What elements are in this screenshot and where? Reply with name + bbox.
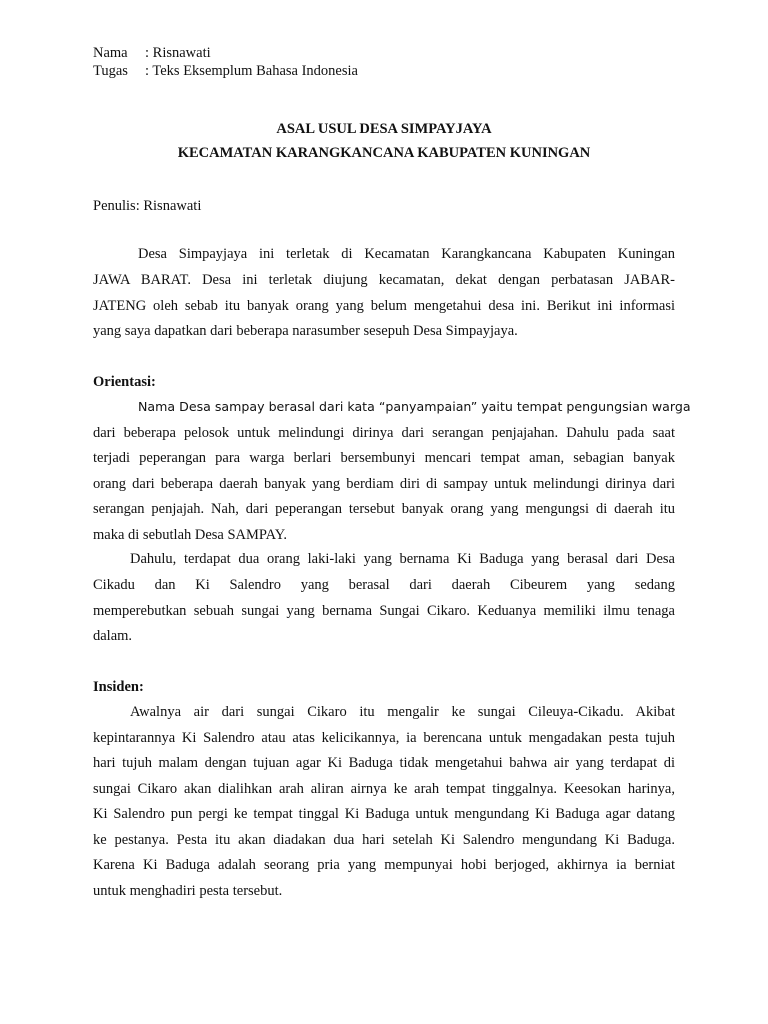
- section-heading-orientasi: Orientasi:: [93, 374, 156, 390]
- orientasi-line: Dahulu, terdapat dua orang laki-laki yang bernama Ki Baduga yang berasal dari Desa: [130, 551, 675, 567]
- name-label: Nama: [93, 45, 128, 61]
- insiden-line: ke pestanya. Pesta itu akan diadakan dua hari setelah Ki Salendro mengundang Ki Baduga.: [93, 832, 675, 848]
- name-value: : Risnawati: [145, 45, 211, 61]
- orientasi-line: Nama Desa sampay berasal dari kata “panyampaian” yaitu tempat pengungsian warga: [138, 399, 691, 414]
- document-subtitle: KECAMATAN KARANGKANCANA KABUPATEN KUNINGAN: [177, 145, 591, 161]
- insiden-line: sungai Cikaro akan dialihkan arah aliran airnya ke arah tempat tinggalnya. Keesokan harinya,: [93, 781, 675, 797]
- intro-line: yang saya dapatkan dari beberapa narasumber sesepuh Desa Simpayjaya.: [93, 323, 518, 339]
- intro-line: JATENG oleh sebab itu banyak orang yang belum mengetahui desa ini. Berikut ini informasi: [93, 298, 675, 314]
- insiden-line: hari tujuh malam dengan tujuan agar Ki Baduga tidak mengetahui bahwa air yang terdapat di: [93, 755, 675, 771]
- orientasi-line: orang dari beberapa daerah banyak yang berdiam diri di sampay untuk melindungi dirinya dari: [93, 476, 675, 492]
- orientasi-line: terjadi peperangan para warga berlari bersembunyi mencari tempat aman, sebagian banyak: [93, 450, 675, 466]
- author-line: Penulis: Risnawati: [93, 198, 202, 214]
- insiden-line: Awalnya air dari sungai Cikaro itu mengalir ke sungai Cileuya-Cikadu. Akibat: [130, 704, 675, 720]
- orientasi-line: dari beberapa pelosok untuk melindungi dirinya dari serangan penjajahan. Dahulu pada saat: [93, 425, 675, 441]
- insiden-line: kepintarannya Ki Salendro atau atas kelicikannya, ia berencana untuk mengadakan pesta tujuh: [93, 730, 675, 746]
- insiden-line: Karena Ki Baduga adalah seorang pria yang mempunyai hobi berjoged, akhirnya ia berniat: [93, 857, 675, 873]
- intro-line: Desa Simpayjaya ini terletak di Kecamatan Karangkancana Kabupaten Kuningan: [138, 246, 675, 262]
- intro-line: JAWA BARAT. Desa ini terletak diujung kecamatan, dekat dengan perbatasan JABAR-: [93, 272, 675, 288]
- section-heading-insiden: Insiden:: [93, 679, 144, 695]
- orientasi-line: serangan penjajah. Nah, dari peperangan tersebut banyak orang yang mengungsi di daerah itu: [93, 501, 675, 517]
- orientasi-line: memperebutkan sebuah sungai yang bernama Sungai Cikaro. Keduanya memiliki ilmu tenaga: [93, 603, 675, 619]
- insiden-line: Ki Salendro pun pergi ke tempat tinggal Ki Baduga untuk mengundang Ki Baduga agar datang: [93, 806, 675, 822]
- insiden-line: untuk menghadiri pesta tersebut.: [93, 883, 283, 899]
- orientasi-line: dalam.: [93, 628, 133, 644]
- document-title: ASAL USUL DESA SIMPAYJAYA: [276, 121, 492, 137]
- orientasi-line: Cikadu dan Ki Salendro yang berasal dari daerah Cibeurem yang sedang: [93, 577, 675, 593]
- name-row: [93, 44, 211, 62]
- task-value: : Teks Eksemplum Bahasa Indonesia: [145, 63, 358, 79]
- task-label: Tugas: [93, 63, 128, 79]
- task-row: [93, 62, 358, 80]
- orientasi-line: maka di sebutlah Desa SAMPAY.: [93, 527, 288, 543]
